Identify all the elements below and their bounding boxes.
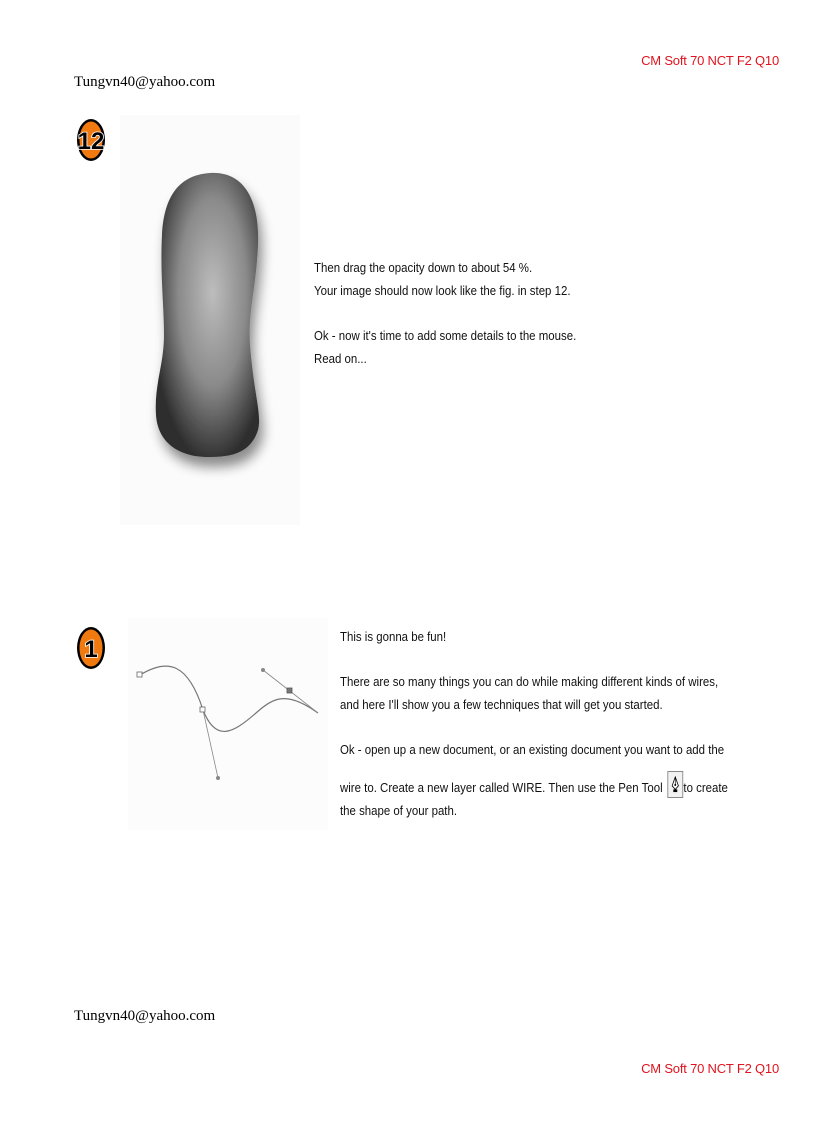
anchor-point-selected [287, 688, 292, 693]
step-1-para-3-line-2-before: wire to. Create a new layer called WIRE. Then use the Pen Tool [340, 780, 663, 795]
step-1-badge-number: 1 [84, 636, 98, 663]
anchor-point-start [137, 672, 142, 677]
step-12-line-2: Your image should now look like the fig. in step 12. [314, 283, 571, 298]
pen-tool-icon [668, 771, 684, 798]
step-1-para-3-line-2 [340, 771, 728, 799]
step-1-para-3-line-3: the shape of your path. [340, 803, 458, 818]
step-1-para-3-line-2-after: to create [683, 780, 728, 795]
step-1-para-2-line-1: There are so many things you can do while making different kinds of wires, [340, 674, 719, 689]
step-1-intro: This is gonna be fun! [340, 629, 447, 644]
step-1-text [340, 625, 728, 822]
step-12-badge [76, 118, 106, 162]
step-12-badge-number: 12 [77, 128, 105, 155]
step-12-text [314, 256, 576, 370]
control-handle-1 [203, 710, 218, 778]
header-doc-code: CM Soft 70 NCT F2 Q10 [641, 53, 779, 68]
footer-email: Tungvn40@yahoo.com [74, 1008, 216, 1024]
wire-path-figure [128, 618, 328, 830]
handle-end-1 [216, 776, 220, 780]
step-12-line-3: Ok - now it's time to add some details to the mouse. [314, 328, 577, 343]
handle-end-2 [261, 668, 265, 672]
footer-doc-code: CM Soft 70 NCT F2 Q10 [641, 1061, 779, 1076]
mouse-shape-figure [120, 115, 300, 525]
step-1-para-2-line-2: and here I'll show you a few techniques that will get you started. [340, 697, 663, 712]
step-1-badge [76, 626, 106, 670]
step-12-line-1: Then drag the opacity down to about 54 %. [314, 260, 533, 275]
header-email: Tungvn40@yahoo.com [74, 74, 216, 90]
step-1-para-3-line-1: Ok - open up a new document, or an existing document you want to add the [340, 742, 725, 757]
anchor-point-mid [200, 707, 205, 712]
mouse-body [156, 173, 259, 457]
wire-curve [140, 666, 318, 731]
step-12-line-4: Read on... [314, 351, 367, 366]
